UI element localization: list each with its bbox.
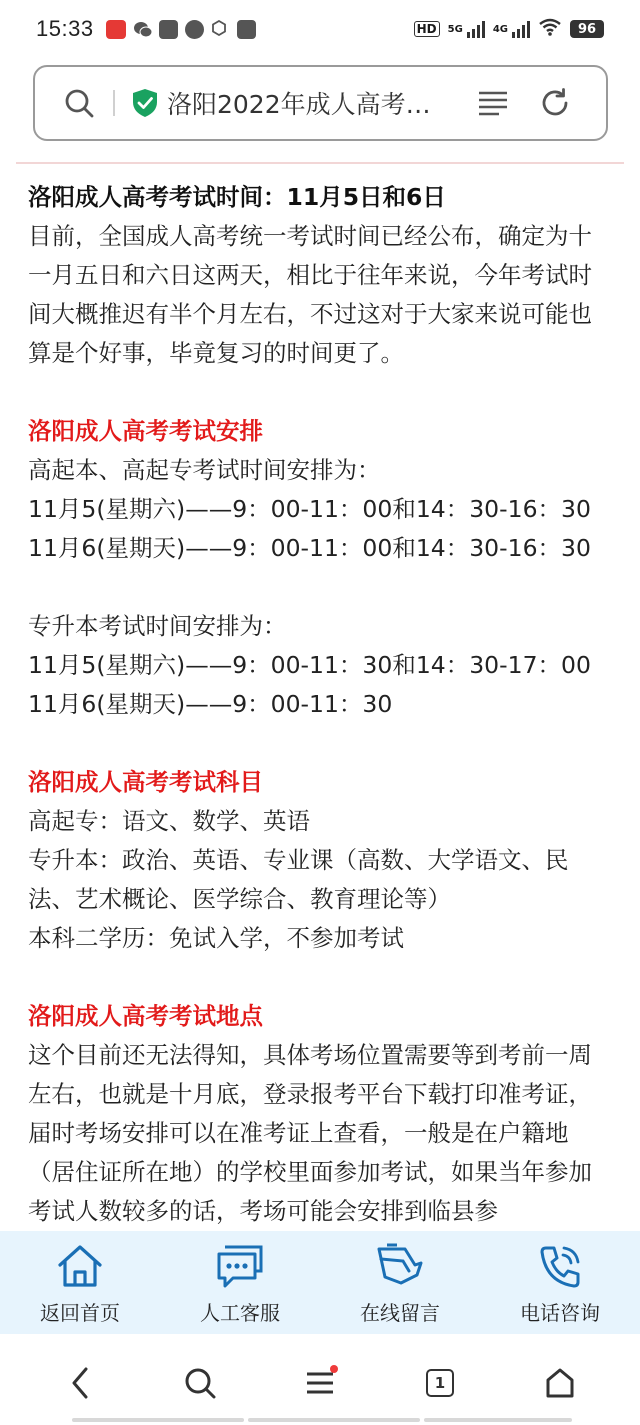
status-bar	[0, 0, 640, 58]
status-time: 15:33	[36, 16, 94, 41]
cube-icon	[211, 20, 230, 39]
house-icon	[544, 1367, 576, 1399]
gesture-bar-center	[248, 1418, 420, 1422]
phone-consult-label: 电话咨询	[520, 1301, 600, 1325]
mail-icon	[159, 20, 178, 39]
search-button[interactable]	[170, 1353, 230, 1413]
heading-exam-location: 洛阳成人高考考试地点	[28, 1002, 263, 1030]
heading-exam-subjects: 洛阳成人高考考试科目	[28, 768, 263, 796]
net-4g-label: 4G	[492, 24, 508, 35]
phone-consult-button[interactable]	[480, 1231, 640, 1334]
back-button[interactable]	[50, 1353, 110, 1413]
search-icon[interactable]	[59, 83, 99, 123]
online-message-label: 在线留言	[360, 1301, 440, 1325]
article-body	[28, 178, 612, 1231]
signal-4g-icon	[512, 20, 530, 38]
browser-nav-bar	[0, 1340, 640, 1425]
wechat-icon	[133, 20, 152, 39]
heading-exam-arrangement: 洛阳成人高考考试安排	[28, 417, 263, 445]
gesture-bar-left	[72, 1418, 244, 1422]
phone-icon	[535, 1241, 585, 1291]
message-hand-icon	[375, 1241, 425, 1291]
header-divider	[16, 162, 624, 164]
chat-icon	[215, 1241, 265, 1291]
signal-5g-icon	[467, 20, 485, 38]
chevron-left-icon	[68, 1366, 92, 1400]
address-bar[interactable]	[33, 65, 608, 141]
wifi-icon	[538, 18, 562, 40]
tabs-button[interactable]	[410, 1353, 470, 1413]
contact-action-bar	[0, 1231, 640, 1334]
home-label: 返回首页	[40, 1301, 120, 1325]
notification-dot	[330, 1365, 338, 1373]
home-icon	[55, 1241, 105, 1291]
arrangement-line-2: 11月6(星期天)——9：00-11：00和14：30-16：30	[28, 534, 591, 562]
net-5g-label: 5G	[447, 24, 463, 35]
customer-service-label: 人工客服	[200, 1301, 280, 1325]
page-title[interactable]: 洛阳2022年成人高考…	[167, 90, 431, 119]
hamburger-icon	[305, 1370, 335, 1396]
arrangement-line-3: 11月5(星期六)——9：00-11：30和14：30-17：00	[28, 651, 591, 679]
online-message-button[interactable]	[320, 1231, 480, 1334]
subjects-gqz: 高起专：语文、数学、英语	[28, 807, 310, 835]
gesture-bar-right	[424, 1418, 572, 1422]
notification-icons	[106, 20, 256, 39]
hd-icon: HD	[414, 21, 440, 37]
arrangement-line-4: 11月6(星期天)——9：00-11：30	[28, 690, 393, 718]
arrangement-intro-zsb: 专升本考试时间安排为：	[28, 612, 287, 640]
paragraph-exam-location: 这个目前还无法得知，具体考场位置需要等到考前一周左右，也就是十月底，登录报考平台下载打印准考证，届时考场安排可以在准考证上查看，一般是在户籍地（居住证所在地）的学校里面参加考试，如果当年参加考试人数较多的话，考场可能会安排到临县参	[28, 1041, 592, 1225]
arrangement-line-1: 11月5(星期六)——9：00-11：00和14：30-16：30	[28, 495, 591, 523]
menu-button[interactable]	[290, 1353, 350, 1413]
reload-icon[interactable]	[535, 83, 575, 123]
heading-exam-time: 洛阳成人高考考试时间：11月5日和6日	[28, 183, 446, 211]
subjects-zsb: 专升本：政治、英语、专业课（高数、大学语文、民法、艺术概论、医学综合、教育理论等）	[28, 846, 569, 913]
customer-service-button[interactable]	[160, 1231, 320, 1334]
home-button[interactable]	[0, 1231, 160, 1334]
address-divider	[113, 90, 115, 116]
news-app-icon	[106, 20, 126, 39]
subjects-second-degree: 本科二学历：免试入学，不参加考试	[28, 924, 404, 952]
arrangement-intro-gqb: 高起本、高起专考试时间安排为：	[28, 456, 381, 484]
home-nav-button[interactable]	[530, 1353, 590, 1413]
app-icon	[237, 20, 256, 39]
shield-check-icon	[131, 88, 159, 118]
menu-icon[interactable]	[473, 83, 513, 123]
compass-icon	[185, 20, 204, 39]
tab-count: 1	[426, 1369, 454, 1397]
paragraph-exam-time: 目前，全国成人高考统一考试时间已经公布，确定为十一月五日和六日这两天，相比于往年来说，今年考试时间大概推迟有半个月左右，不过这对于大家来说可能也算是个好事，毕竟复习的时间更了。	[28, 222, 592, 367]
battery-icon: 96	[570, 20, 604, 38]
search-icon	[183, 1366, 217, 1400]
system-icons	[414, 18, 604, 40]
